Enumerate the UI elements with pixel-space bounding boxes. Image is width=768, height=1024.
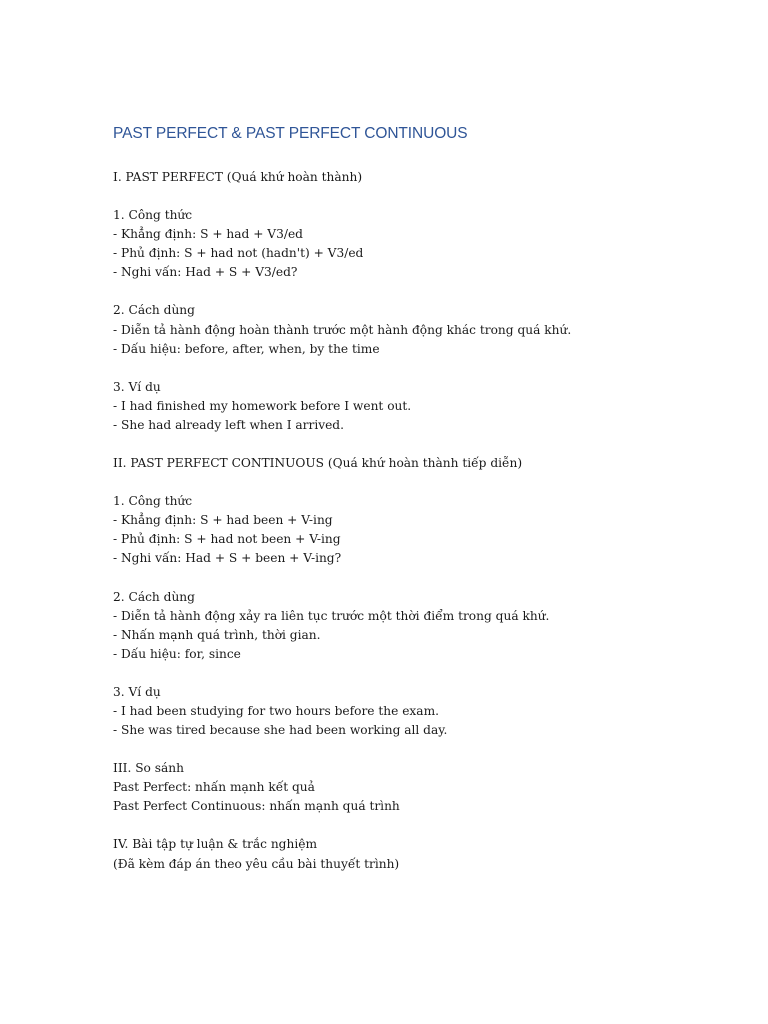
- text-line: - Nghi vấn: Had + S + V3/ed?: [113, 265, 298, 280]
- text-line: Past Perfect Continuous: nhấn mạnh quá trình: [113, 799, 400, 814]
- section-heading: 1. Công thức: [113, 494, 193, 509]
- section-heading: 2. Cách dùng: [113, 303, 195, 318]
- paragraph-gap: [113, 359, 571, 378]
- paragraph-gap: [113, 569, 571, 588]
- text-line: - Khẳng định: S + had + V3/ed: [113, 227, 303, 242]
- paragraph-gap: [113, 816, 571, 835]
- section-block: [113, 835, 571, 873]
- text-line: - I had finished my homework before I went out.: [113, 398, 412, 413]
- section-heading: 1. Công thức: [113, 208, 193, 223]
- text-line: - I had been studying for two hours before the exam.: [113, 703, 440, 718]
- section-block: [113, 454, 571, 473]
- section-heading: I. PAST PERFECT (Quá khứ hoàn thành): [113, 170, 363, 184]
- section-block: [113, 378, 571, 435]
- paragraph-gap: [113, 664, 571, 683]
- text-line: - Nghi vấn: Had + S + been + V-ing?: [113, 551, 342, 566]
- text-line: - She had already left when I arrived.: [113, 417, 344, 432]
- text-line: - Dấu hiệu: before, after, when, by the time: [113, 341, 380, 356]
- paragraph-gap: [113, 187, 571, 206]
- section-block: [113, 588, 571, 664]
- section-block: [113, 206, 571, 282]
- text-line: - Phủ định: S + had not been + V-ing: [113, 532, 341, 547]
- text-line: - She was tired because she had been working all day.: [113, 723, 448, 738]
- section-block: [113, 301, 571, 358]
- text-line: - Dấu hiệu: for, since: [113, 646, 241, 661]
- section-block: [113, 683, 571, 740]
- section-heading: 2. Cách dùng: [113, 589, 195, 604]
- text-line: - Khẳng định: S + had been + V-ing: [113, 513, 333, 528]
- section-heading: 3. Ví dụ: [113, 684, 161, 699]
- text-line: - Diễn tả hành động hoàn thành trước một hành động khác trong quá khứ.: [113, 322, 572, 337]
- section-block: [113, 168, 571, 187]
- text-line: - Nhấn mạnh quá trình, thời gian.: [113, 627, 321, 642]
- text-line: - Diễn tả hành động xảy ra liên tục trước một thời điểm trong quá khứ.: [113, 608, 550, 623]
- text-line: (Đã kèm đáp án theo yêu cầu bài thuyết trình): [113, 856, 400, 871]
- paragraph-gap: [113, 435, 571, 454]
- paragraph-gap: [113, 473, 571, 492]
- paragraph-gap: [113, 282, 571, 301]
- document-body: [113, 168, 571, 874]
- section-heading: IV. Bài tập tự luận & trắc nghiệm: [113, 837, 318, 852]
- section-heading: 3. Ví dụ: [113, 379, 161, 394]
- section-block: [113, 759, 571, 816]
- section-heading: II. PAST PERFECT CONTINUOUS (Quá khứ hoàn thành tiếp diễn): [113, 456, 523, 471]
- paragraph-gap: [113, 740, 571, 759]
- section-heading: III. So sánh: [113, 761, 184, 776]
- document-title: PAST PERFECT & PAST PERFECT CONTINUOUS: [113, 125, 468, 142]
- section-block: [113, 492, 571, 568]
- text-line: Past Perfect: nhấn mạnh kết quả: [113, 780, 315, 795]
- text-line: - Phủ định: S + had not (hadn't) + V3/ed: [113, 246, 364, 261]
